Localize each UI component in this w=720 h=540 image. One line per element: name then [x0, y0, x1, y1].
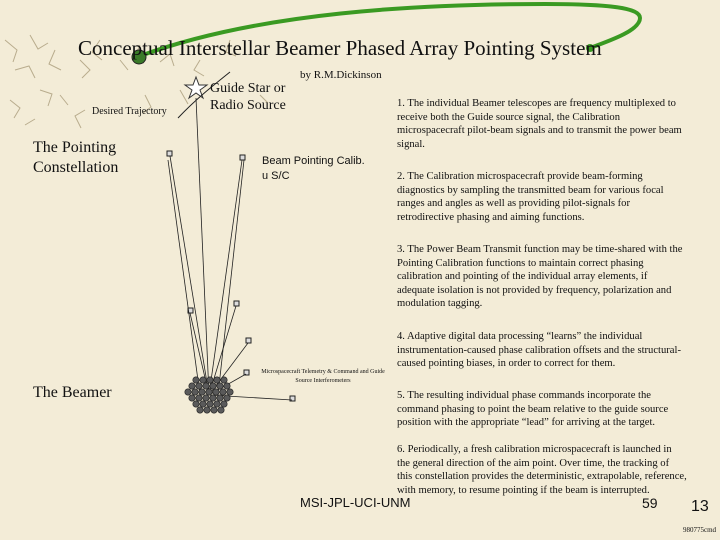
guide-star-label: Guide Star or Radio Source [210, 81, 286, 113]
beamer-array [185, 377, 233, 413]
note-item: 4. Adaptive digital data processing “learns” the individual instrumentation-caused phase calibration offsets and the structural-caused pointing biases, in order to correct for them. [397, 331, 681, 370]
note-item: 3. The Power Beam Transmit function may be time-shared with the Pointing Calibration functions to maintain correct phasing calibration and pointing of the individual array elements, if adequate isolation is not provided by frequency, polarization and modulation tagging. [397, 244, 683, 310]
calibration-spacecraft-icon [240, 155, 245, 160]
desired-trajectory-label: Desired Trajectory [92, 106, 167, 117]
beamer-label: The Beamer [33, 384, 112, 401]
beam-lines [168, 98, 292, 400]
note-item: 6. Periodically, a fresh calibration microspacecraft is launched in the general direction of the aim point. Over time, the tracking of this constellation provides the deterministic, extrapolable, reference, with memory, to resume pointing if the beam is interrupted. [397, 444, 687, 496]
page-number: 59 [642, 495, 658, 511]
slide-title: Conceptual Interstellar Beamer Phased Array Pointing System [78, 36, 602, 60]
calibration-spacecraft-icon [246, 338, 251, 343]
slide-number: 13 [691, 498, 709, 515]
beam-pointing-label: Beam Pointing Calib. u S/C [262, 155, 365, 182]
note-item: 5. The resulting individual phase commands incorporate the command phasing to point the beam relative to the guide source position with the appropriate “lead” for arriving at the target. [397, 390, 669, 429]
document-code: 980775cmd [683, 526, 717, 534]
footer-label: MSI-JPL-UCI-UNM [300, 495, 411, 510]
note-item: 2. The Calibration microspacecraft provide beam-forming diagnostics by sampling the transmitted beam for various focal ranges and angles as well as providing pilot-signals for retrodirective phasing and aiming functions. [397, 171, 664, 223]
calibration-spacecraft-icon [234, 301, 239, 306]
note-item: 1. The individual Beamer telescopes are frequency multiplexed to receive both the Guide source signal, the Calibration microspacecraft pilot-beam signals and to transmit the power beam signal. [397, 98, 682, 150]
author-byline: by R.M.Dickinson [300, 69, 382, 81]
pointing-constellation-label: The Pointing Constellation [33, 139, 119, 176]
guide-star-icon [185, 77, 207, 98]
microspacecraft-label: Microspacecraft Telemetry & Command and Guide Source Interferometers [261, 369, 385, 384]
